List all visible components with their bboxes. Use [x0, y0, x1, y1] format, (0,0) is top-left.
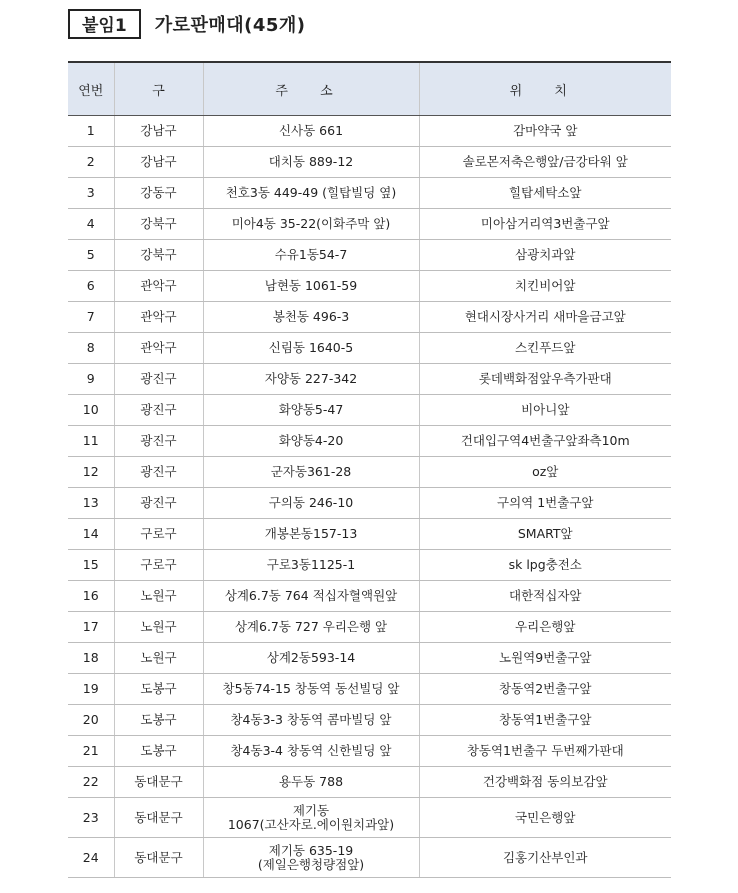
row-district: 구로구 [114, 550, 203, 581]
row-location: 노원역9번출구앞 [419, 643, 671, 674]
row-location: 창동역1번출구앞 [419, 705, 671, 736]
table-row [68, 364, 671, 395]
row-address: 상계2동593-14 [203, 643, 419, 674]
column-header-address: 주 소 [203, 62, 419, 116]
row-address: 개봉본동157-13 [203, 519, 419, 550]
row-number: 14 [68, 519, 114, 550]
row-location: 건강백화점 동의보감앞 [419, 767, 671, 798]
table-row [68, 519, 671, 550]
row-district: 동대문구 [114, 767, 203, 798]
row-address: 화양동5-47 [203, 395, 419, 426]
row-address: 제기동 1067(고산자로.에이원치과앞) [203, 798, 419, 838]
row-number: 19 [68, 674, 114, 705]
row-district: 강동구 [114, 178, 203, 209]
table-row [68, 550, 671, 581]
table-row [68, 767, 671, 798]
row-district: 광진구 [114, 457, 203, 488]
row-address: 대치동 889-12 [203, 147, 419, 178]
row-location: 김홍기산부인과 [419, 838, 671, 878]
column-header-district: 구 [114, 62, 203, 116]
table-header-row [68, 62, 671, 116]
row-number: 7 [68, 302, 114, 333]
table-row [68, 581, 671, 612]
document-title: 가로판매대(45개) [154, 15, 306, 36]
attachment-label: 붙임1 [68, 9, 141, 39]
row-number: 20 [68, 705, 114, 736]
row-address: 용두동 788 [203, 767, 419, 798]
row-number: 11 [68, 426, 114, 457]
table-row [68, 838, 671, 878]
row-district: 노원구 [114, 612, 203, 643]
row-district: 도봉구 [114, 705, 203, 736]
row-district: 관악구 [114, 302, 203, 333]
table-row [68, 302, 671, 333]
row-number: 3 [68, 178, 114, 209]
row-number: 6 [68, 271, 114, 302]
row-address: 신사동 661 [203, 116, 419, 147]
table-row [68, 178, 671, 209]
row-number: 12 [68, 457, 114, 488]
row-location: SMART앞 [419, 519, 671, 550]
row-district: 노원구 [114, 581, 203, 612]
row-address: 군자동361-28 [203, 457, 419, 488]
row-location: 구의역 1번출구앞 [419, 488, 671, 519]
table-row [68, 798, 671, 838]
row-location: 삼광치과앞 [419, 240, 671, 271]
row-location: 국민은행앞 [419, 798, 671, 838]
row-location: 힐탑세탁소앞 [419, 178, 671, 209]
row-location: 현대시장사거리 새마을금고앞 [419, 302, 671, 333]
table-row [68, 395, 671, 426]
table-row [68, 271, 671, 302]
column-header-location: 위 치 [419, 62, 671, 116]
row-district: 동대문구 [114, 798, 203, 838]
table-row [68, 209, 671, 240]
row-district: 관악구 [114, 333, 203, 364]
table-row [68, 333, 671, 364]
vendor-stand-table [68, 61, 671, 878]
row-number: 5 [68, 240, 114, 271]
row-address: 신림동 1640-5 [203, 333, 419, 364]
row-address: 자양동 227-342 [203, 364, 419, 395]
row-address: 창4동3-3 창동역 콤마빌딩 앞 [203, 705, 419, 736]
row-address: 제기동 635-19 (제일은행청량점앞) [203, 838, 419, 878]
row-district: 강남구 [114, 116, 203, 147]
row-number: 1 [68, 116, 114, 147]
row-number: 8 [68, 333, 114, 364]
row-address: 창4동3-4 창동역 신한빌딩 앞 [203, 736, 419, 767]
row-number: 16 [68, 581, 114, 612]
table-body [68, 116, 671, 878]
row-number: 4 [68, 209, 114, 240]
row-address: 상계6.7동 764 적십자혈액원앞 [203, 581, 419, 612]
row-district: 도봉구 [114, 674, 203, 705]
row-location: oz앞 [419, 457, 671, 488]
table-row [68, 240, 671, 271]
row-district: 구로구 [114, 519, 203, 550]
row-district: 강북구 [114, 209, 203, 240]
table-row [68, 674, 671, 705]
row-district: 도봉구 [114, 736, 203, 767]
row-address: 상계6.7동 727 우리은행 앞 [203, 612, 419, 643]
row-number: 22 [68, 767, 114, 798]
row-location: 감마약국 앞 [419, 116, 671, 147]
row-address: 미아4동 35-22(이화주막 앞) [203, 209, 419, 240]
row-number: 24 [68, 838, 114, 878]
row-district: 강북구 [114, 240, 203, 271]
table-row [68, 705, 671, 736]
table-row [68, 488, 671, 519]
table-row [68, 457, 671, 488]
row-district: 동대문구 [114, 838, 203, 878]
row-location: 창동역1번출구 두번째가판대 [419, 736, 671, 767]
table-row [68, 147, 671, 178]
document-header [68, 8, 306, 40]
row-address: 봉천동 496-3 [203, 302, 419, 333]
column-header-number: 연번 [68, 62, 114, 116]
table-row [68, 612, 671, 643]
row-location: 창동역2번출구앞 [419, 674, 671, 705]
row-location: 솔로몬저축은행앞/금강타워 앞 [419, 147, 671, 178]
row-district: 노원구 [114, 643, 203, 674]
row-location: 치킨비어앞 [419, 271, 671, 302]
row-location: 미아삼거리역3번출구앞 [419, 209, 671, 240]
row-address: 수유1동54-7 [203, 240, 419, 271]
row-district: 광진구 [114, 364, 203, 395]
row-location: 우리은행앞 [419, 612, 671, 643]
row-address: 남현동 1061-59 [203, 271, 419, 302]
row-district: 광진구 [114, 488, 203, 519]
row-address: 천호3동 449-49 (힐탑빌딩 옆) [203, 178, 419, 209]
row-number: 13 [68, 488, 114, 519]
table-row [68, 643, 671, 674]
row-number: 2 [68, 147, 114, 178]
row-location: 롯데백화점앞우측가판대 [419, 364, 671, 395]
row-location: 대한적십자앞 [419, 581, 671, 612]
row-number: 15 [68, 550, 114, 581]
row-address: 화양동4-20 [203, 426, 419, 457]
row-location: sk lpg충전소 [419, 550, 671, 581]
row-location: 비아니앞 [419, 395, 671, 426]
row-number: 17 [68, 612, 114, 643]
row-address: 구의동 246-10 [203, 488, 419, 519]
row-number: 10 [68, 395, 114, 426]
row-location: 건대입구역4번출구앞좌측10m [419, 426, 671, 457]
table-row [68, 116, 671, 147]
row-district: 강남구 [114, 147, 203, 178]
row-address: 구로3동1125-1 [203, 550, 419, 581]
table-row [68, 736, 671, 767]
row-location: 스킨푸드앞 [419, 333, 671, 364]
row-district: 광진구 [114, 426, 203, 457]
row-number: 23 [68, 798, 114, 838]
row-district: 관악구 [114, 271, 203, 302]
table-row [68, 426, 671, 457]
row-number: 9 [68, 364, 114, 395]
row-number: 21 [68, 736, 114, 767]
row-district: 광진구 [114, 395, 203, 426]
row-address: 창5동74-15 창동역 동선빌딩 앞 [203, 674, 419, 705]
row-number: 18 [68, 643, 114, 674]
